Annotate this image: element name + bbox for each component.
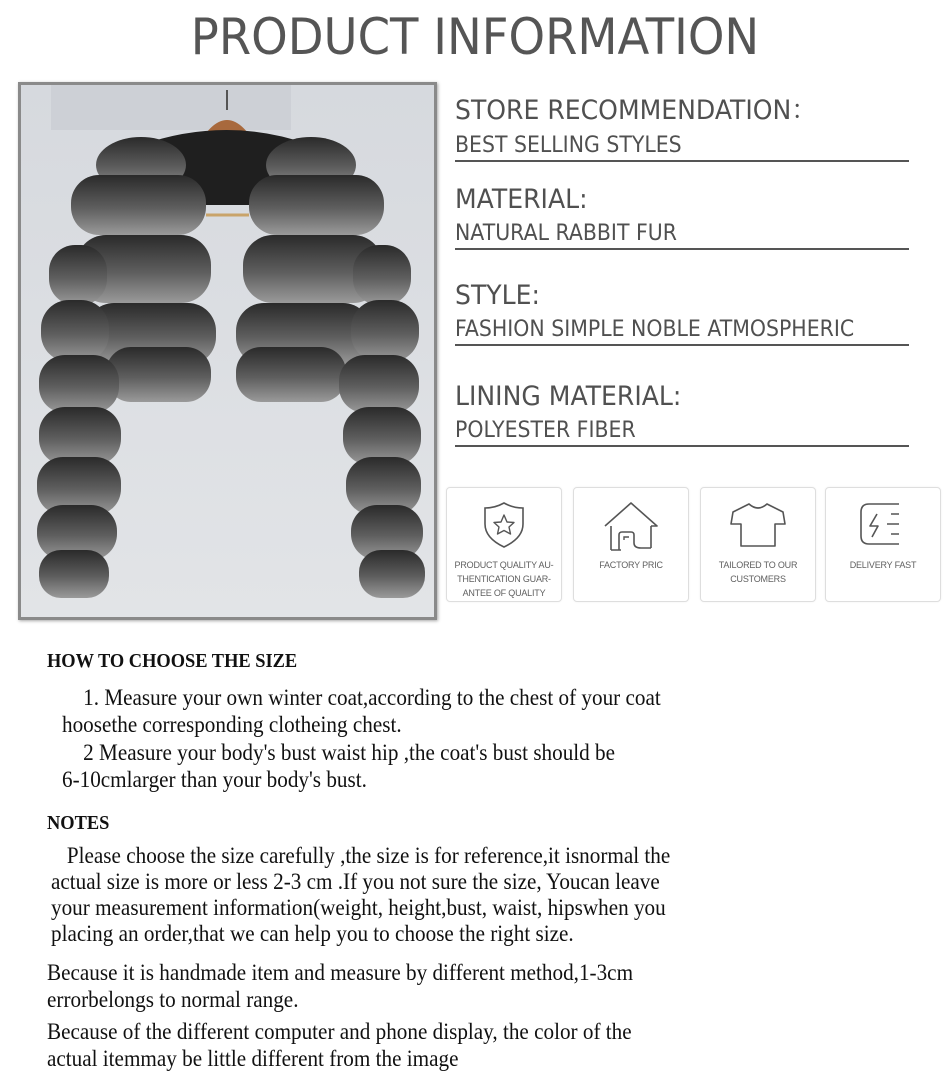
feature-card-tailored [700, 487, 816, 602]
spec-value: FASHION SIMPLE NOBLE ATMOSPHERIC [455, 317, 855, 342]
feature-cards [445, 487, 945, 603]
spec-store-recommendation [455, 88, 910, 162]
feature-text-line: FACTORY PRIC [599, 560, 663, 570]
size-guide-line: 2 Measure your body's bust waist hip ,the coat's bust should be [62, 740, 616, 765]
divider [455, 160, 909, 162]
divider [455, 445, 909, 447]
feature-text-line: PRODUCT QUALITY AU- [454, 560, 554, 570]
spec-material [455, 184, 910, 250]
page-title: PRODUCT INFORMATION [190, 8, 760, 66]
spec-label: STORE RECOMMENDATION： [455, 95, 817, 126]
spec-label: MATERIAL: [455, 184, 588, 215]
handmade-note-line: Because it is handmade item and measure by different method,1-3cm [47, 960, 634, 985]
notes-line: your measurement information(weight, height,bust, waist, hipswhen you [51, 895, 666, 920]
notes-heading: NOTES [47, 812, 110, 834]
size-guide-line: 6-10cmlarger than your body's bust. [62, 767, 367, 792]
notes-line: Please choose the size carefully ,the size is for reference,it isnormal the [51, 843, 671, 868]
tshirt-icon [727, 500, 789, 550]
feature-card-factory-price [573, 487, 689, 602]
spec-label: LINING MATERIAL: [455, 381, 682, 412]
feature-text-line: ANTEE OF QUALITY [462, 588, 546, 598]
divider [455, 344, 909, 346]
feature-card-delivery [825, 487, 941, 602]
feature-card-quality [446, 487, 562, 602]
spec-value: BEST SELLING STYLES [455, 133, 682, 158]
display-note-line: actual itemmay be little different from the image [47, 1046, 459, 1071]
divider [455, 248, 909, 250]
product-photo [18, 82, 437, 620]
notes-line: actual size is more or less 2-3 cm .If you not sure the size, Youcan leave [51, 869, 660, 894]
feature-text-line: DELIVERY FAST [849, 560, 917, 570]
size-guide-line: 1. Measure your own winter coat,according to the chest of your coat [62, 685, 661, 710]
spec-label: STYLE: [455, 280, 540, 311]
spec-value: POLYESTER FIBER [455, 418, 636, 443]
feature-text-line: TAILORED TO OUR [718, 560, 798, 570]
notes-line: placing an order,that we can help you to choose the right size. [51, 921, 574, 946]
house-icon [601, 500, 661, 554]
fast-delivery-icon [857, 500, 909, 548]
spec-value: NATURAL RABBIT FUR [455, 221, 677, 246]
feature-text-line: THENTICATION GUAR- [457, 574, 551, 584]
size-guide-heading: HOW TO CHOOSE THE SIZE [47, 650, 298, 672]
handmade-note-line: errorbelongs to normal range. [47, 987, 299, 1012]
spec-style [455, 280, 910, 346]
feature-text-line: CUSTOMERS [730, 574, 786, 584]
size-guide-line: hoosethe corresponding clotheing chest. [62, 712, 402, 737]
fur-jacket-image [21, 85, 434, 617]
shield-star-icon [482, 500, 526, 550]
display-note-line: Because of the different computer and phone display, the color of the [47, 1019, 632, 1044]
spec-lining-material [455, 381, 910, 447]
